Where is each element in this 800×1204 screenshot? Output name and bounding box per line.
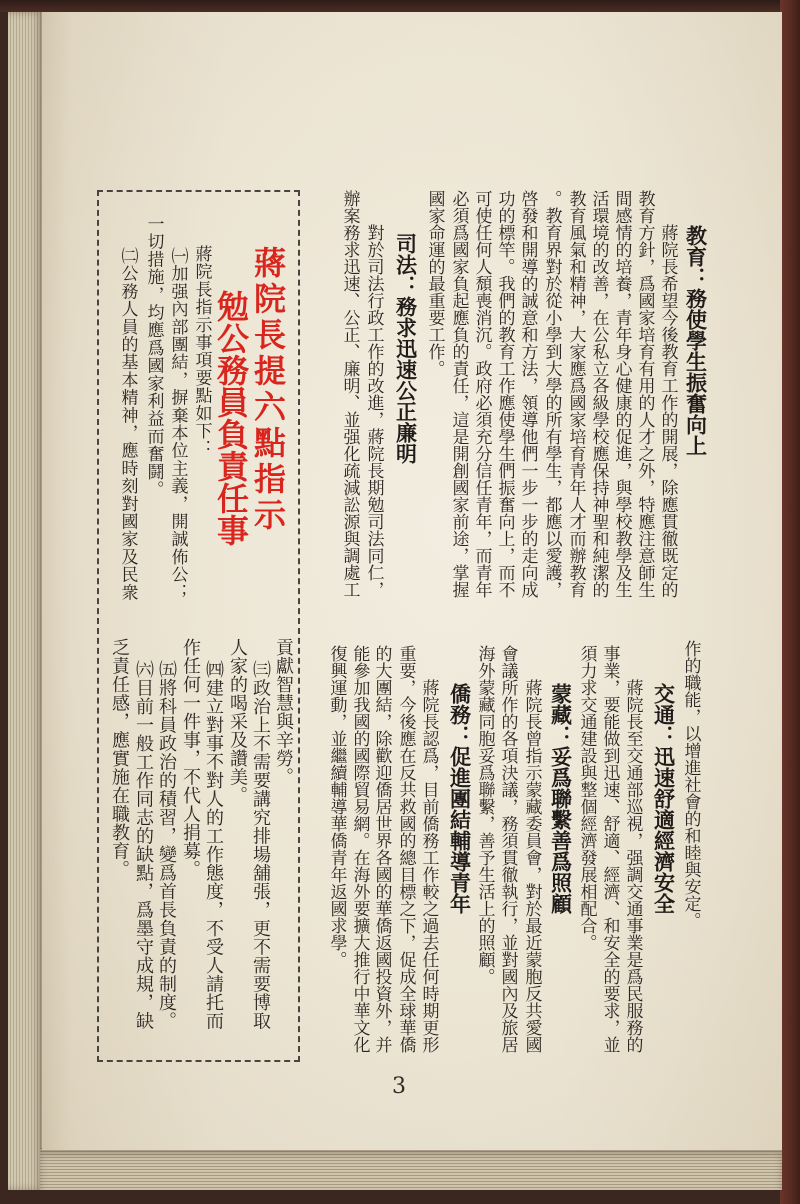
transport-text-column: 須力求交通建設與整個經濟發展相配合。 <box>576 645 597 951</box>
education-text-column: 必須爲國家負起應負的責任，這是開創國家前途，掌握 <box>448 190 469 598</box>
overseas-chinese-text-column: 的大團結，除歡迎僑居世界各國的華僑返國投資外，并 <box>371 645 392 1053</box>
judiciary-text-column: 辦案務求迅速、公正、廉明、並强化疏減訟源與調處工 <box>339 190 360 598</box>
page-stack-left <box>8 12 44 1190</box>
instructions-text-column: ㈢政治上不需要講究排場舖張，更不需要博取 <box>250 660 271 1030</box>
transport-text-column: 事業，要能做到迅速、舒適、經濟、和安全的要求，並 <box>599 645 620 1053</box>
education-text-column: 國家命運的最重要工作。 <box>424 190 445 377</box>
education-text-column: 間感情的培養，青年身心健康的促進，與學校教學及生 <box>611 190 632 598</box>
instructions-text-column: 蔣院長指示事項要點如下： <box>191 245 212 458</box>
overseas-chinese-text-column: 復興運動，並繼續輔導華僑青年返國求學。 <box>326 645 347 968</box>
overseas-chinese-text-column: 能參加我國的國際貿易網。在海外要擴大推行中華文化 <box>349 645 370 1053</box>
page-number: 3 <box>392 1074 406 1099</box>
mongolia-tibet-text-column: 蔣院長曾指示蒙藏委員會，對於最近蒙胞反共愛國 <box>521 679 542 1053</box>
overseas-chinese-text-column: 重要，今後應在反共救國的總目標之下，促成全球華僑 <box>395 645 416 1053</box>
instructions-title: 蔣院長提六點指示 <box>249 246 287 534</box>
instructions-text-column: ㈣建立對事不對人的工作態度，不受人請托而 <box>203 660 224 1030</box>
instructions-text-column: ㈥目前一般工作同志的缺點，爲墨守成規，缺 <box>133 660 154 1030</box>
page-stack-bottom <box>40 1148 782 1190</box>
judiciary-text-column: 對於司法行政工作的改進，蔣院長期勉司法同仁， <box>363 224 384 598</box>
education-text-column: 活環境的改善，在公私立各級學校應保持神聖和純潔的 <box>588 190 609 598</box>
judiciary-heading: 司法：務求迅速公正廉明 <box>393 233 418 464</box>
instructions-text-column: 貢獻智慧與辛勞。 <box>273 638 294 786</box>
education-text-column: 教育方針，爲國家培育有用的人才之外，特應注意師生 <box>634 190 655 598</box>
education-text-column: 可使任何人頹喪消沉。政府必須充分信任青年，而青年 <box>471 190 492 598</box>
mongolia-tibet-heading: 蒙藏：妥爲聯繫善爲照顧 <box>548 683 573 914</box>
book-cover-top-edge <box>0 0 800 12</box>
instructions-text-column: 作任何一件事，不代人捐募。 <box>180 638 201 879</box>
education-heading: 教育：務使學生振奮向上 <box>683 225 708 456</box>
judiciary-text-column: 作的職能，以增進社會的和睦與安定。 <box>680 640 701 929</box>
transport-heading: 交通：迅速舒適經濟安全 <box>651 683 676 914</box>
instructions-text-column: ㈤將科員政治的積習，變爲首長負責的制度。 <box>156 660 177 1030</box>
instructions-text-column: 一切措施，均應爲國家利益而奮鬪。 <box>143 215 164 499</box>
education-text-column: 。教育界對於從小學到大學的所有學生，都應以愛護， <box>541 190 562 598</box>
overseas-chinese-text-column: 蔣院長認爲，目前僑務工作較之過去任何時期更形 <box>418 679 439 1053</box>
education-text-column: 功的標竿。我們的教育工作應使學生們振奮向上，而不 <box>494 190 515 598</box>
instructions-subtitle: 勉公務員負責任事 <box>212 290 250 546</box>
instructions-text-column: ㈠加强內部團結，摒棄本位主義，開誠佈公； <box>167 247 188 601</box>
instructions-text-column: ㈡公務人員的基本精神，應時刻對國家及民衆 <box>117 247 138 601</box>
instructions-text-column: 人家的喝采及讚美。 <box>227 638 248 805</box>
book-cover-right-edge <box>780 0 800 1204</box>
education-text-column: 蔣院長希望今後教育工作的開展，除應貫徹既定的 <box>657 224 678 598</box>
mongolia-tibet-text-column: 會議所作的各項決議，務須貫徹執行，並對國內及旅居 <box>497 645 518 1053</box>
mongolia-tibet-text-column: 海外蒙藏同胞妥爲聯繫，善予生活上的照顧。 <box>474 645 495 985</box>
education-text-column: 教育風氣和精神，大家應爲國家培育青年人才而辦教育 <box>565 190 586 598</box>
overseas-chinese-heading: 僑務：促進團結輔導青年 <box>447 683 472 914</box>
education-text-column: 啓發和開導的誠意和方法，領導他們一步一步的走向成 <box>517 190 538 598</box>
transport-text-column: 蔣院長至交通部巡視，强調交通事業是爲民服務的 <box>622 679 643 1053</box>
instructions-text-column: 乏責任感，應實施在職教育。 <box>109 638 130 879</box>
